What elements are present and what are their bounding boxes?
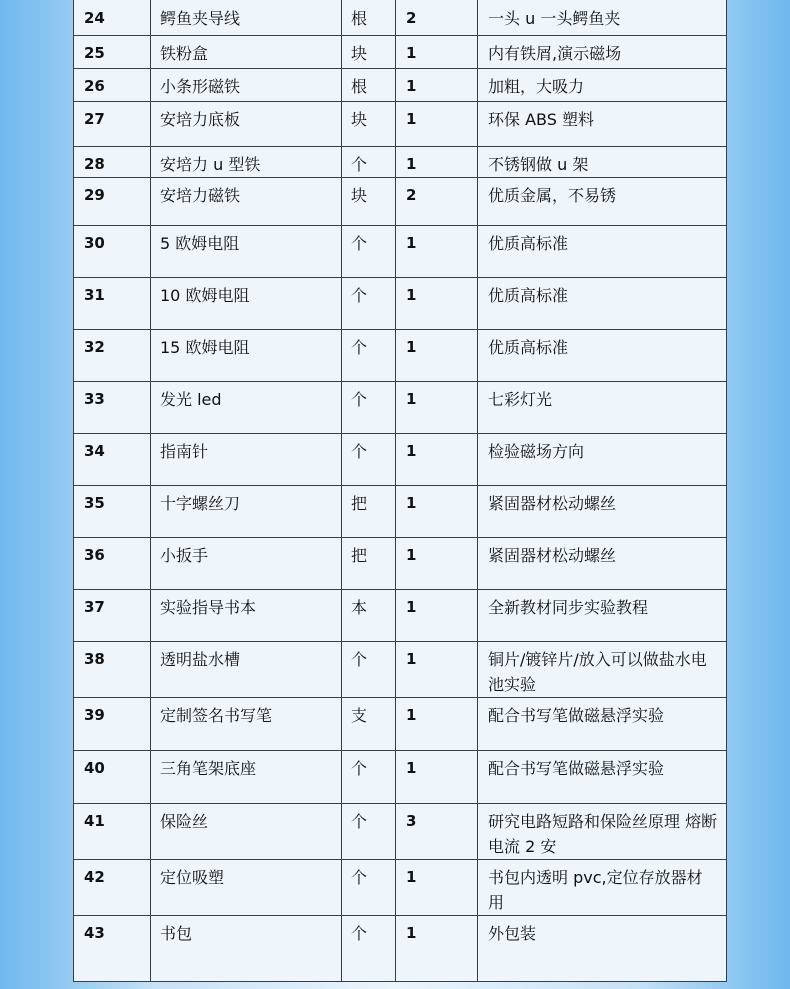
item-unit: 支 [342,698,396,751]
item-number: 29 [74,178,151,226]
equipment-list-body [74,0,727,982]
item-unit: 把 [342,538,396,590]
item-name: 书包 [151,916,342,982]
item-name: 指南针 [151,434,342,486]
item-number: 43 [74,916,151,982]
item-number: 28 [74,147,151,178]
item-quantity: 1 [396,916,478,982]
table-row [74,102,727,147]
item-description: 优质高标准 [478,330,727,382]
item-number: 35 [74,486,151,538]
item-description: 七彩灯光 [478,382,727,434]
item-description: 优质高标准 [478,226,727,278]
table-row [74,330,727,382]
table-row [74,590,727,642]
item-name: 实验指导书本 [151,590,342,642]
item-number: 34 [74,434,151,486]
item-quantity: 1 [396,36,478,69]
item-name: 发光 led [151,382,342,434]
item-unit: 块 [342,36,396,69]
item-description: 配合书写笔做磁悬浮实验 [478,751,727,804]
item-number: 26 [74,69,151,102]
item-unit: 根 [342,69,396,102]
item-name: 15 欧姆电阻 [151,330,342,382]
item-quantity: 1 [396,486,478,538]
item-unit: 个 [342,330,396,382]
item-unit: 块 [342,102,396,147]
item-number: 27 [74,102,151,147]
table-row [74,69,727,102]
table-row [74,916,727,982]
item-quantity: 1 [396,330,478,382]
table-row [74,382,727,434]
item-number: 30 [74,226,151,278]
item-number: 40 [74,751,151,804]
table-row [74,178,727,226]
item-quantity: 1 [396,147,478,178]
equipment-list-table [73,0,727,982]
item-number: 37 [74,590,151,642]
item-number: 36 [74,538,151,590]
item-name: 安培力磁铁 [151,178,342,226]
item-unit: 个 [342,226,396,278]
item-number: 38 [74,642,151,698]
table-row [74,434,727,486]
item-quantity: 3 [396,804,478,860]
table-row [74,486,727,538]
item-unit: 块 [342,178,396,226]
item-quantity: 1 [396,434,478,486]
item-description: 书包内透明 pvc,定位存放器材用 [478,860,727,916]
table-row [74,538,727,590]
item-name: 安培力底板 [151,102,342,147]
item-description: 内有铁屑,演示磁场 [478,36,727,69]
item-name: 5 欧姆电阻 [151,226,342,278]
item-number: 24 [74,0,151,36]
table-row [74,698,727,751]
item-number: 33 [74,382,151,434]
item-description: 铜片/镀锌片/放入可以做盐水电池实验 [478,642,727,698]
item-number: 39 [74,698,151,751]
item-description: 全新教材同步实验教程 [478,590,727,642]
item-quantity: 1 [396,642,478,698]
item-name: 定位吸塑 [151,860,342,916]
item-unit: 个 [342,382,396,434]
item-name: 安培力 u 型铁 [151,147,342,178]
item-unit: 个 [342,804,396,860]
item-unit: 个 [342,860,396,916]
item-name: 铁粉盒 [151,36,342,69]
item-number: 41 [74,804,151,860]
item-quantity: 1 [396,69,478,102]
table-row [74,0,727,36]
item-number: 31 [74,278,151,330]
item-description: 外包装 [478,916,727,982]
item-quantity: 2 [396,178,478,226]
item-unit: 根 [342,0,396,36]
item-description: 优质金属，不易锈 [478,178,727,226]
item-unit: 把 [342,486,396,538]
table-row [74,860,727,916]
item-description: 紧固器材松动螺丝 [478,538,727,590]
table-row [74,804,727,860]
item-unit: 个 [342,751,396,804]
item-quantity: 1 [396,102,478,147]
item-description: 加粗，大吸力 [478,69,727,102]
item-name: 定制签名书写笔 [151,698,342,751]
item-quantity: 1 [396,860,478,916]
table-row [74,226,727,278]
item-quantity: 1 [396,278,478,330]
item-unit: 个 [342,916,396,982]
item-unit: 个 [342,147,396,178]
item-quantity: 1 [396,382,478,434]
item-name: 小扳手 [151,538,342,590]
item-unit: 本 [342,590,396,642]
table-row [74,147,727,178]
item-description: 一头 u 一头鳄鱼夹 [478,0,727,36]
item-description: 环保 ABS 塑料 [478,102,727,147]
item-name: 10 欧姆电阻 [151,278,342,330]
item-unit: 个 [342,642,396,698]
item-name: 保险丝 [151,804,342,860]
table-row [74,751,727,804]
item-description: 紧固器材松动螺丝 [478,486,727,538]
item-name: 小条形磁铁 [151,69,342,102]
item-name: 透明盐水槽 [151,642,342,698]
item-name: 鳄鱼夹导线 [151,0,342,36]
item-unit: 个 [342,278,396,330]
item-quantity: 1 [396,538,478,590]
item-quantity: 1 [396,590,478,642]
item-unit: 个 [342,434,396,486]
item-quantity: 2 [396,0,478,36]
table-row [74,642,727,698]
item-description: 优质高标准 [478,278,727,330]
item-description: 不锈钢做 u 架 [478,147,727,178]
item-number: 25 [74,36,151,69]
item-name: 三角笔架底座 [151,751,342,804]
item-number: 32 [74,330,151,382]
table-row [74,278,727,330]
item-quantity: 1 [396,226,478,278]
table-row [74,36,727,69]
item-description: 检验磁场方向 [478,434,727,486]
item-description: 研究电路短路和保险丝原理 熔断电流 2 安 [478,804,727,860]
item-quantity: 1 [396,751,478,804]
item-name: 十字螺丝刀 [151,486,342,538]
item-quantity: 1 [396,698,478,751]
item-description: 配合书写笔做磁悬浮实验 [478,698,727,751]
item-number: 42 [74,860,151,916]
